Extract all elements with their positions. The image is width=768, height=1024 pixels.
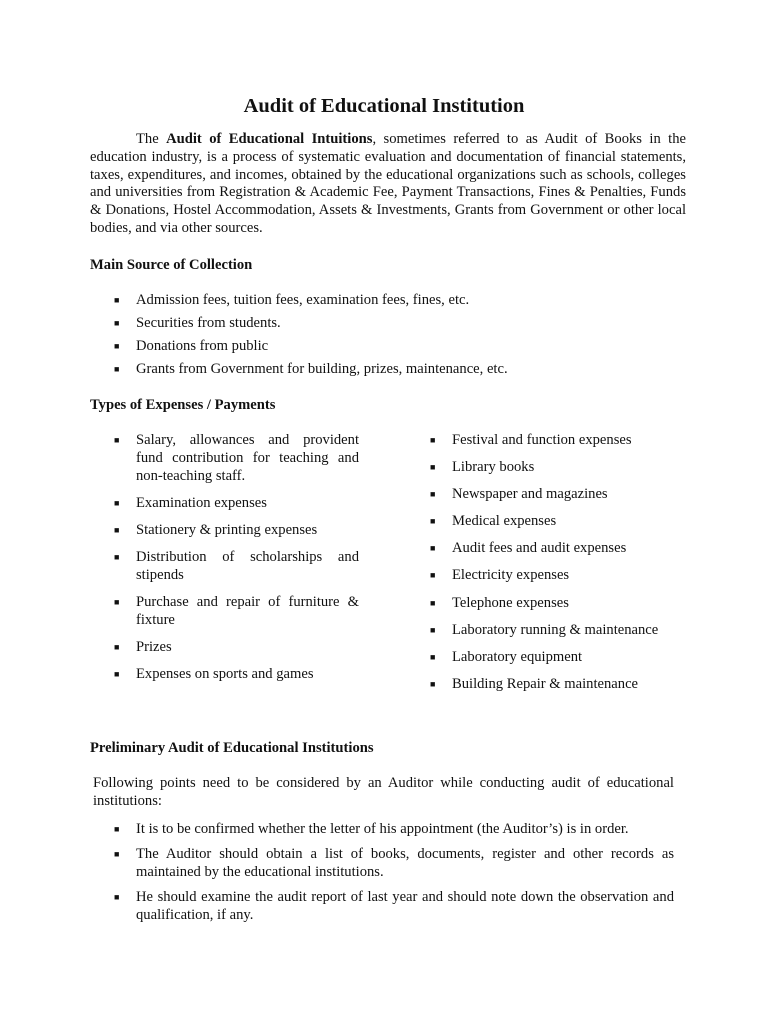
list-item-text: Telephone expenses — [452, 594, 569, 611]
list-item — [430, 486, 690, 504]
list-item-text: Stationery & printing expenses — [136, 521, 318, 538]
list-item — [114, 495, 359, 513]
preliminary-intro: Following points need to be considered by an Auditor while conducting audit of educational institutions: — [93, 775, 674, 809]
list-item — [114, 432, 359, 485]
list-item — [114, 361, 674, 379]
square-bullet-icon: ■ — [114, 668, 120, 679]
list-item-text: Audit fees and audit expenses — [452, 540, 627, 557]
list-item — [114, 889, 674, 925]
list-item — [430, 540, 690, 558]
list-item-text: Electricity expenses — [452, 567, 570, 584]
square-bullet-icon: ■ — [114, 340, 120, 351]
square-bullet-icon: ■ — [430, 516, 436, 527]
square-bullet-icon: ■ — [114, 317, 120, 328]
square-bullet-icon: ■ — [114, 497, 120, 508]
square-bullet-icon: ■ — [430, 570, 436, 581]
list-item-text: He should examine the audit report of last year and should note down the observation and qualification, if any. — [136, 889, 674, 924]
square-bullet-icon: ■ — [114, 295, 120, 305]
list-item-text: Festival and function expenses — [452, 432, 632, 448]
list-item-text: Examination expenses — [136, 494, 267, 511]
preliminary-list — [114, 821, 674, 932]
list-item — [114, 522, 359, 540]
square-bullet-icon: ■ — [430, 651, 436, 662]
list-item — [430, 595, 690, 613]
document-title: Audit of Educational Institution — [243, 95, 525, 117]
list-item-text: Laboratory equipment — [452, 648, 583, 665]
list-item-text: Medical expenses — [452, 513, 557, 530]
list-item — [430, 676, 690, 694]
square-bullet-icon: ■ — [430, 435, 436, 445]
list-item-text: The Auditor should obtain a list of books, documents, register and other records as maintained by the educational institutions. — [136, 846, 674, 881]
square-bullet-icon: ■ — [114, 824, 120, 834]
list-item-text: Building Repair & maintenance — [452, 675, 639, 692]
main-source-list — [114, 292, 674, 384]
list-item-text: Distribution of scholarships and stipends — [136, 548, 359, 583]
list-item — [430, 432, 690, 450]
intro-rest: , sometimes referred to as Audit of Books in the education industry, is a process of systematic evaluation and documentation of financial statements, taxes, expenditures, and incomes, obtained by the educational organizations such as schools, colleges and universities from Registration & Academic Fee, Payment Transactions, Fines & Penalties, Funds & Donations, Hostel Accommodation, Assets & Investments, Grants from Government or other local bodies, and via other sources. — [90, 131, 686, 236]
square-bullet-icon: ■ — [430, 462, 436, 473]
expenses-heading: Types of Expenses / Payments — [90, 397, 276, 413]
list-item — [114, 315, 674, 333]
square-bullet-icon: ■ — [114, 641, 120, 652]
list-item — [114, 292, 674, 310]
list-item-text: Grants from Government for building, prizes, maintenance, etc. — [136, 360, 508, 377]
preliminary-heading: Preliminary Audit of Educational Institutions — [90, 740, 374, 756]
main-source-heading: Main Source of Collection — [90, 257, 253, 273]
expenses-list-left — [114, 432, 359, 693]
square-bullet-icon: ■ — [430, 597, 436, 608]
square-bullet-icon: ■ — [430, 543, 436, 554]
square-bullet-icon: ■ — [430, 489, 436, 500]
square-bullet-icon: ■ — [430, 678, 436, 689]
list-item — [114, 338, 674, 356]
list-item-text: Securities from students. — [136, 314, 281, 331]
square-bullet-icon: ■ — [114, 892, 120, 903]
list-item-text: It is to be confirmed whether the letter of his appointment (the Auditor’s) is in order. — [136, 821, 629, 837]
list-item — [114, 549, 359, 585]
list-item-text: Purchase and repair of furniture & fixture — [136, 593, 359, 628]
intro-lead: The — [136, 131, 167, 147]
list-item — [430, 567, 690, 585]
list-item — [114, 666, 359, 684]
list-item — [430, 622, 690, 640]
list-item-text: Library books — [452, 459, 535, 476]
list-item-text: Newspaper and magazines — [452, 486, 608, 503]
list-item — [430, 513, 690, 531]
list-item — [430, 459, 690, 477]
list-item-text: Salary, allowances and provident fund contribution for teaching and non-teaching staff. — [136, 432, 359, 484]
list-item-text: Donations from public — [136, 337, 269, 354]
list-item-text: Expenses on sports and games — [136, 665, 314, 682]
square-bullet-icon: ■ — [114, 849, 120, 860]
square-bullet-icon: ■ — [114, 551, 120, 562]
list-item — [114, 846, 674, 882]
square-bullet-icon: ■ — [114, 524, 120, 535]
intro-bold-term: Audit of Educational Intuitions — [166, 131, 373, 147]
list-item — [430, 649, 690, 667]
square-bullet-icon: ■ — [114, 363, 120, 374]
list-item-text: Prizes — [136, 638, 172, 655]
square-bullet-icon: ■ — [114, 596, 120, 607]
square-bullet-icon: ■ — [114, 435, 120, 445]
list-item — [114, 594, 359, 630]
list-item-text: Laboratory running & maintenance — [452, 621, 659, 638]
intro-paragraph — [90, 131, 686, 238]
square-bullet-icon: ■ — [430, 624, 436, 635]
list-item-text: Admission fees, tuition fees, examination fees, fines, etc. — [136, 292, 470, 308]
list-item — [114, 821, 674, 839]
expenses-list-right — [430, 432, 690, 703]
list-item — [114, 639, 359, 657]
